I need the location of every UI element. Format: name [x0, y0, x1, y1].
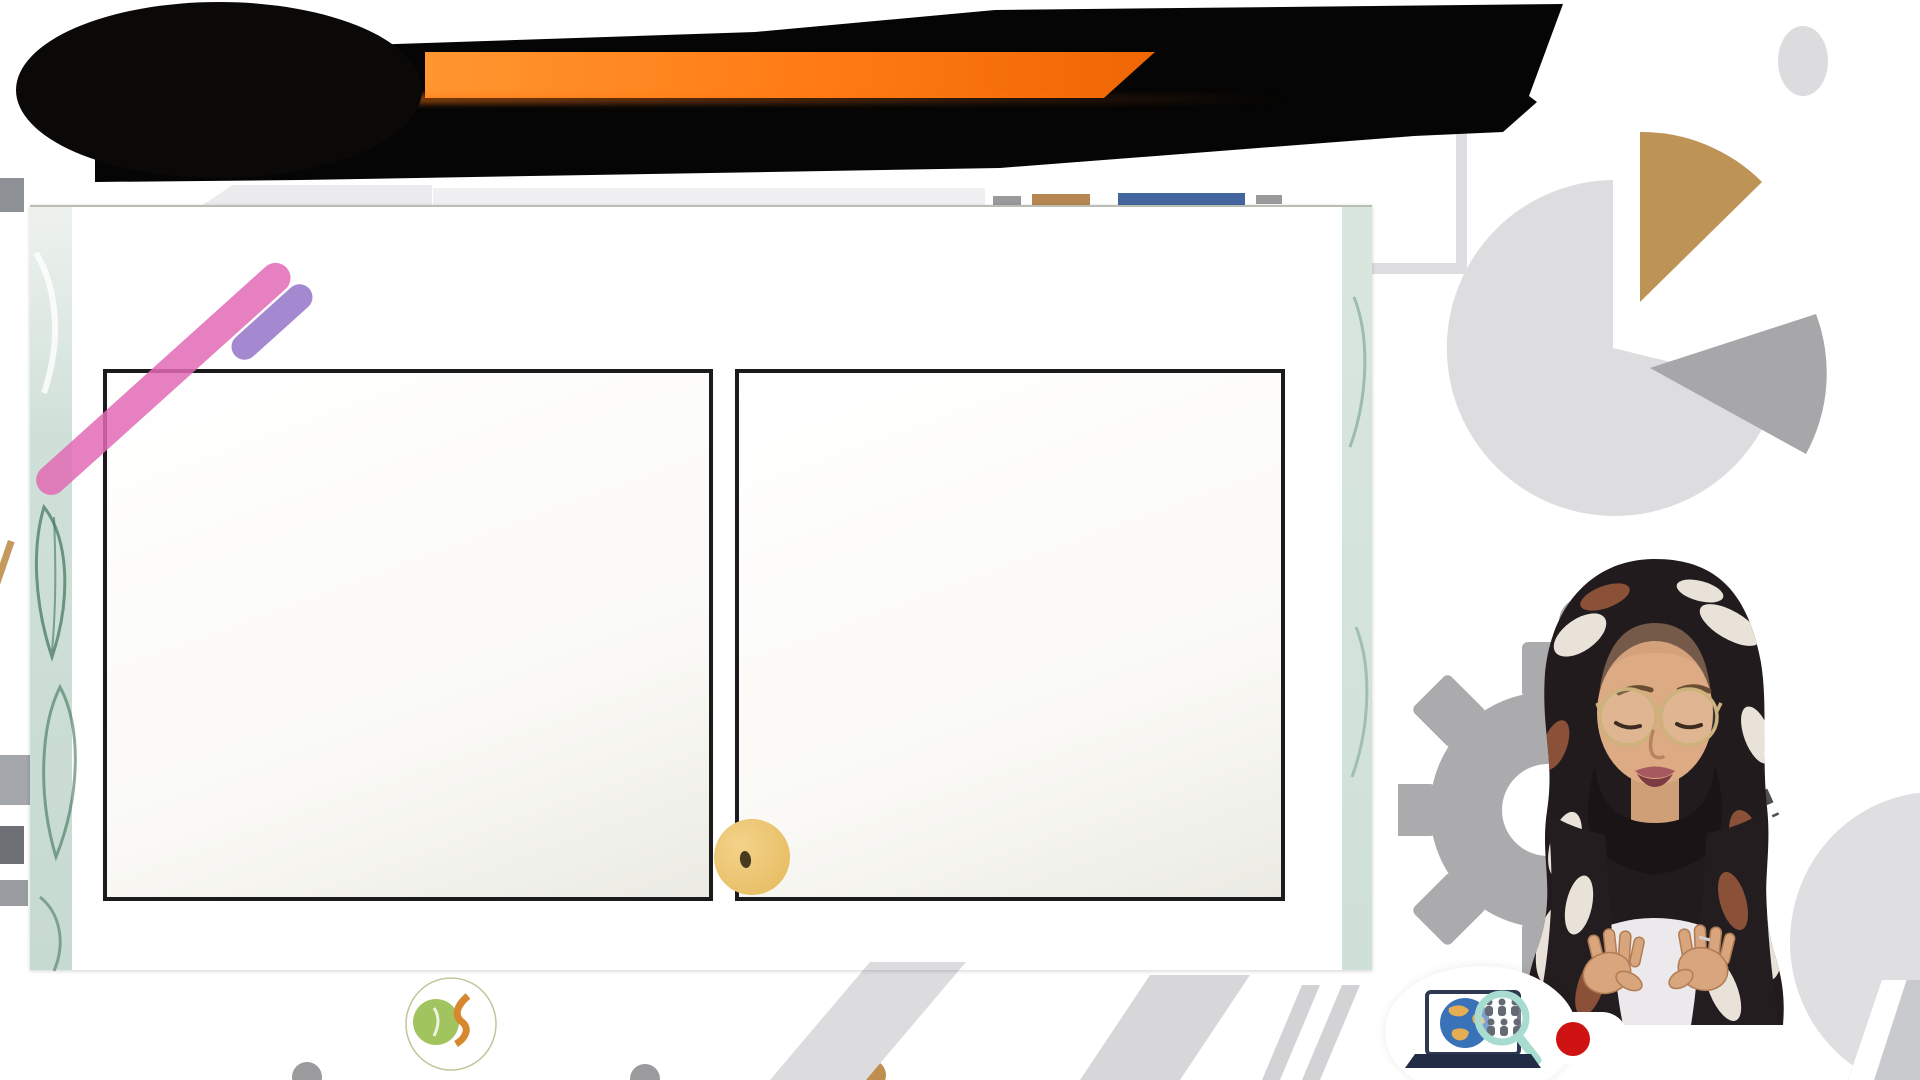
- leaf-decoration: [1338, 207, 1372, 972]
- band-fragment: [433, 188, 985, 206]
- band-fragment: [1256, 195, 1282, 204]
- banner-glow: [295, 94, 1535, 104]
- ym-logo: [396, 972, 506, 1080]
- slash-decoration: [770, 962, 1000, 1080]
- edge-fragment: [0, 826, 24, 864]
- edge-fragment: [0, 755, 30, 805]
- presentation-slide: [30, 205, 1372, 970]
- textbook-box-right: [735, 369, 1285, 901]
- tan-line-decoration: [0, 540, 15, 741]
- badge-background: [27, 13, 411, 167]
- red-dot-icon: [1556, 1022, 1590, 1056]
- pie-chart-icon: [1428, 118, 1848, 558]
- edge-fragment: [0, 880, 28, 906]
- dot-decoration: [292, 1062, 322, 1080]
- textbook-box-left: [103, 369, 713, 901]
- dot-decoration: [630, 1064, 660, 1080]
- presenter-webcam-cutout: [1495, 545, 1815, 1025]
- orange-band: [425, 52, 1155, 98]
- band-fragment: [200, 185, 432, 207]
- dot-decoration: [1778, 26, 1828, 96]
- edge-fragment: [0, 178, 24, 212]
- laptop-globe-search-icon: [1405, 990, 1555, 1078]
- slash-decoration: [1080, 975, 1270, 1080]
- band-fragment: [993, 196, 1021, 205]
- smiley-peek-decoration: [714, 819, 790, 895]
- subject-badge: [16, 2, 422, 178]
